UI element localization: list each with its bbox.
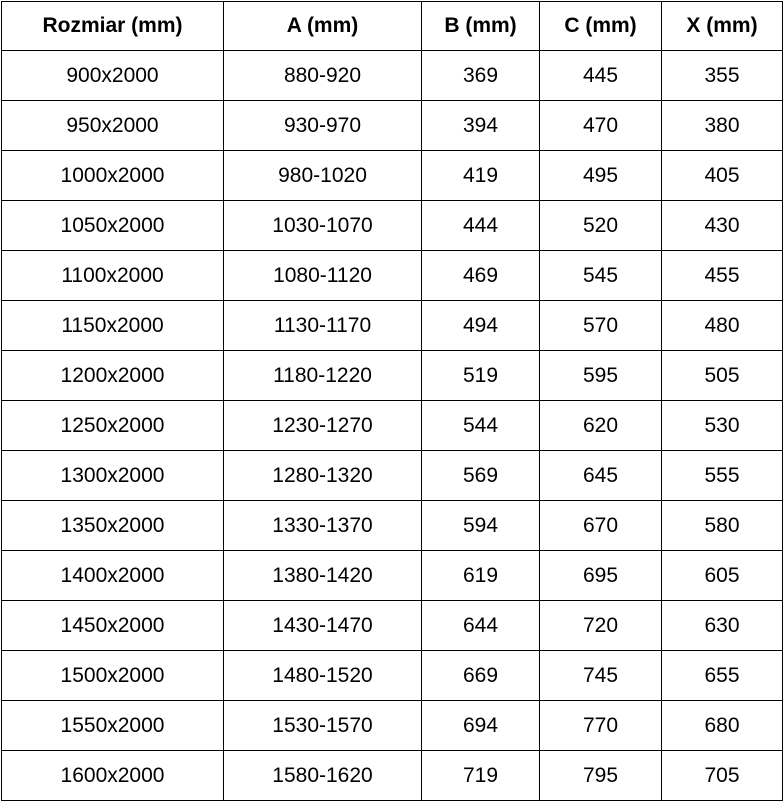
cell-size: 1050x2000 (2, 201, 224, 251)
cell-a: 1480-1520 (224, 651, 422, 701)
table-row (2, 551, 783, 601)
cell-b: 669 (422, 651, 540, 701)
table-row (2, 751, 783, 801)
cell-x: 655 (662, 651, 783, 701)
cell-size: 1500x2000 (2, 651, 224, 701)
cell-a: 880-920 (224, 51, 422, 101)
cell-a: 1530-1570 (224, 701, 422, 751)
cell-b: 394 (422, 101, 540, 151)
cell-size: 1100x2000 (2, 251, 224, 301)
cell-c: 745 (540, 651, 662, 701)
cell-size: 1150x2000 (2, 301, 224, 351)
cell-size: 1550x2000 (2, 701, 224, 751)
header-b: B (mm) (422, 2, 540, 51)
table-header (2, 2, 783, 51)
cell-a: 1180-1220 (224, 351, 422, 401)
cell-x: 355 (662, 51, 783, 101)
cell-b: 594 (422, 501, 540, 551)
cell-a: 1230-1270 (224, 401, 422, 451)
table-row (2, 251, 783, 301)
cell-size: 1450x2000 (2, 601, 224, 651)
cell-a: 1030-1070 (224, 201, 422, 251)
cell-c: 495 (540, 151, 662, 201)
table-row (2, 701, 783, 751)
cell-c: 520 (540, 201, 662, 251)
cell-a: 1280-1320 (224, 451, 422, 501)
cell-x: 480 (662, 301, 783, 351)
cell-x: 430 (662, 201, 783, 251)
cell-size: 950x2000 (2, 101, 224, 151)
cell-x: 555 (662, 451, 783, 501)
cell-b: 369 (422, 51, 540, 101)
cell-c: 470 (540, 101, 662, 151)
cell-b: 469 (422, 251, 540, 301)
cell-b: 619 (422, 551, 540, 601)
cell-x: 605 (662, 551, 783, 601)
table-row (2, 151, 783, 201)
cell-x: 630 (662, 601, 783, 651)
cell-size: 1300x2000 (2, 451, 224, 501)
cell-x: 580 (662, 501, 783, 551)
cell-size: 1350x2000 (2, 501, 224, 551)
table-row (2, 201, 783, 251)
cell-c: 720 (540, 601, 662, 651)
cell-a: 1330-1370 (224, 501, 422, 551)
cell-size: 1200x2000 (2, 351, 224, 401)
cell-size: 900x2000 (2, 51, 224, 101)
cell-x: 405 (662, 151, 783, 201)
cell-x: 505 (662, 351, 783, 401)
cell-c: 570 (540, 301, 662, 351)
cell-a: 1380-1420 (224, 551, 422, 601)
header-c: C (mm) (540, 2, 662, 51)
table-row (2, 301, 783, 351)
cell-b: 569 (422, 451, 540, 501)
table-row (2, 651, 783, 701)
header-row (2, 2, 783, 51)
cell-a: 980-1020 (224, 151, 422, 201)
cell-c: 620 (540, 401, 662, 451)
cell-x: 705 (662, 751, 783, 801)
dimensions-table (1, 1, 783, 801)
cell-x: 380 (662, 101, 783, 151)
cell-c: 795 (540, 751, 662, 801)
cell-b: 519 (422, 351, 540, 401)
cell-a: 1080-1120 (224, 251, 422, 301)
cell-a: 930-970 (224, 101, 422, 151)
cell-x: 530 (662, 401, 783, 451)
table-row (2, 51, 783, 101)
cell-x: 455 (662, 251, 783, 301)
header-a: A (mm) (224, 2, 422, 51)
table-row (2, 451, 783, 501)
table-row (2, 101, 783, 151)
cell-c: 695 (540, 551, 662, 601)
cell-a: 1130-1170 (224, 301, 422, 351)
cell-b: 494 (422, 301, 540, 351)
table-row (2, 501, 783, 551)
cell-c: 770 (540, 701, 662, 751)
cell-b: 544 (422, 401, 540, 451)
cell-c: 645 (540, 451, 662, 501)
table-row (2, 351, 783, 401)
cell-b: 419 (422, 151, 540, 201)
table-row (2, 401, 783, 451)
table-body (2, 51, 783, 801)
cell-size: 1000x2000 (2, 151, 224, 201)
cell-size: 1400x2000 (2, 551, 224, 601)
cell-size: 1250x2000 (2, 401, 224, 451)
cell-size: 1600x2000 (2, 751, 224, 801)
cell-c: 670 (540, 501, 662, 551)
cell-b: 719 (422, 751, 540, 801)
cell-a: 1430-1470 (224, 601, 422, 651)
cell-x: 680 (662, 701, 783, 751)
cell-a: 1580-1620 (224, 751, 422, 801)
table-row (2, 601, 783, 651)
cell-b: 694 (422, 701, 540, 751)
cell-c: 545 (540, 251, 662, 301)
header-x: X (mm) (662, 2, 783, 51)
cell-b: 644 (422, 601, 540, 651)
cell-c: 445 (540, 51, 662, 101)
header-size: Rozmiar (mm) (2, 2, 224, 51)
cell-b: 444 (422, 201, 540, 251)
cell-c: 595 (540, 351, 662, 401)
